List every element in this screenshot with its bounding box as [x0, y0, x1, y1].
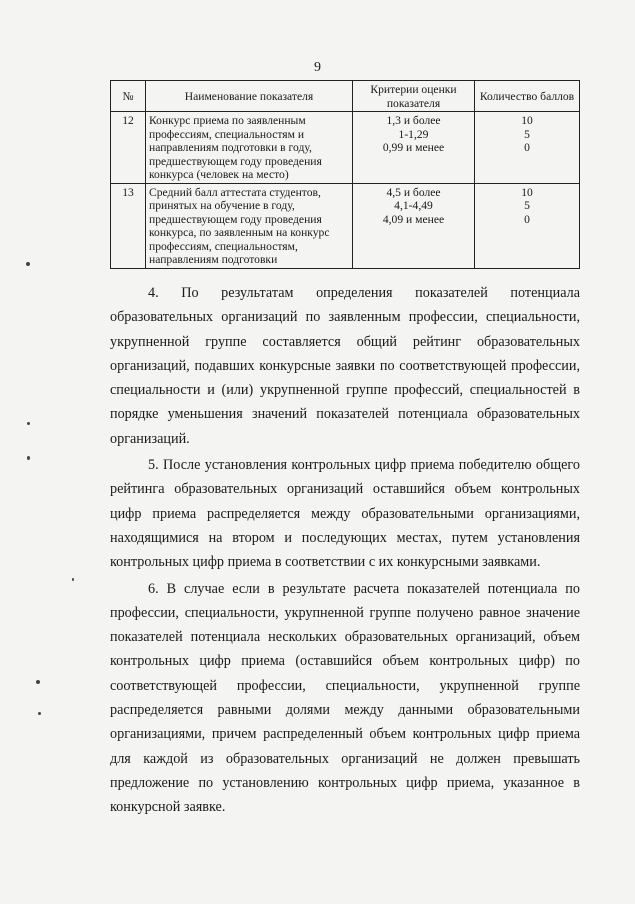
scan-speck — [72, 578, 74, 581]
criteria-value: 0,99 и менее — [382, 141, 445, 154]
row-scores — [475, 112, 580, 184]
criteria-value: 1-1,29 — [398, 127, 429, 141]
header-indicator-name: Наименование показателя — [146, 81, 353, 112]
score-value: 0 — [524, 141, 530, 154]
row-number: 12 — [111, 112, 146, 184]
header-number: № — [111, 81, 146, 112]
header-score: Количество баллов — [475, 81, 580, 112]
score-value: 5 — [524, 199, 530, 212]
criteria-value: 4,1-4,49 — [394, 199, 433, 212]
table-row — [111, 112, 580, 184]
score-value: 5 — [524, 127, 530, 141]
table-header-row — [111, 81, 580, 112]
scan-speck — [27, 456, 30, 460]
row-scores — [475, 183, 580, 268]
row-indicator-name: Средний балл аттестата студентов, принятых на обучение в году, предшествующем году проведения конкурса, по заявленным на конкурс профессиям, специальностям, направлениям подготовки — [146, 183, 353, 268]
table-row — [111, 183, 580, 268]
row-criteria — [353, 183, 475, 268]
row-criteria — [353, 112, 475, 184]
criteria-value: 4,09 и менее — [382, 212, 445, 226]
header-criteria: Критерии оценки показателя — [353, 81, 475, 112]
scan-speck — [38, 712, 41, 715]
criteria-table — [110, 80, 580, 269]
body-text — [110, 281, 580, 822]
paragraph-4: 4. По результатам определения показателей потенциала образовательных организаций по заявленным профессии, специальности, укрупненной группе составляется общий рейтинг образовательных организаций, подавших конкурсные заявки по соответствующей профессии, специальности и (или) укрупненной группе профессий, специальностей в порядке уменьшения значений показателей потенциала образовательных организаций. — [110, 285, 580, 447]
scan-speck — [27, 422, 30, 425]
page-number: 9 — [314, 60, 321, 75]
row-indicator-name: Конкурс приема по заявленным профессиям, специальностям и направлениям подготовки в году, предшествующем году проведения конкурса (человек на место) — [146, 112, 353, 184]
scan-speck — [26, 262, 30, 266]
scan-speck — [36, 680, 40, 684]
criteria-value: 4,5 и более — [386, 185, 441, 199]
criteria-value: 1,3 и более — [386, 114, 441, 127]
score-value: 10 — [521, 114, 533, 127]
paragraph-5: 5. После установления контрольных цифр приема победителю общего рейтинга образовательных организаций оставшийся объем контрольных цифр приема распределяется между образовательными организациями, находящимися на втором и последующих местах, путем установления контрольных цифр приема в соответствии с их конкурсными заявками. — [110, 457, 580, 571]
row-number: 13 — [111, 183, 146, 268]
score-value: 0 — [524, 212, 530, 226]
score-value: 10 — [521, 185, 533, 199]
paragraph-6: 6. В случае если в результате расчета показателей потенциала по профессии, специальности, укрупненной группе получено равное значение показателей потенциала нескольких образовательных организаций, объем контрольных цифр приема (оставшийся объем контрольных цифр) по соответствующей профессии, специальности, укрупненной группе распределяется равными долями между данными образовательными организациями, причем распределенный объем контрольных цифр приема для каждой из образовательных организаций не должен превышать предложение по установлению контрольных цифр приема, указанное в конкурсной заявке. — [110, 580, 580, 816]
